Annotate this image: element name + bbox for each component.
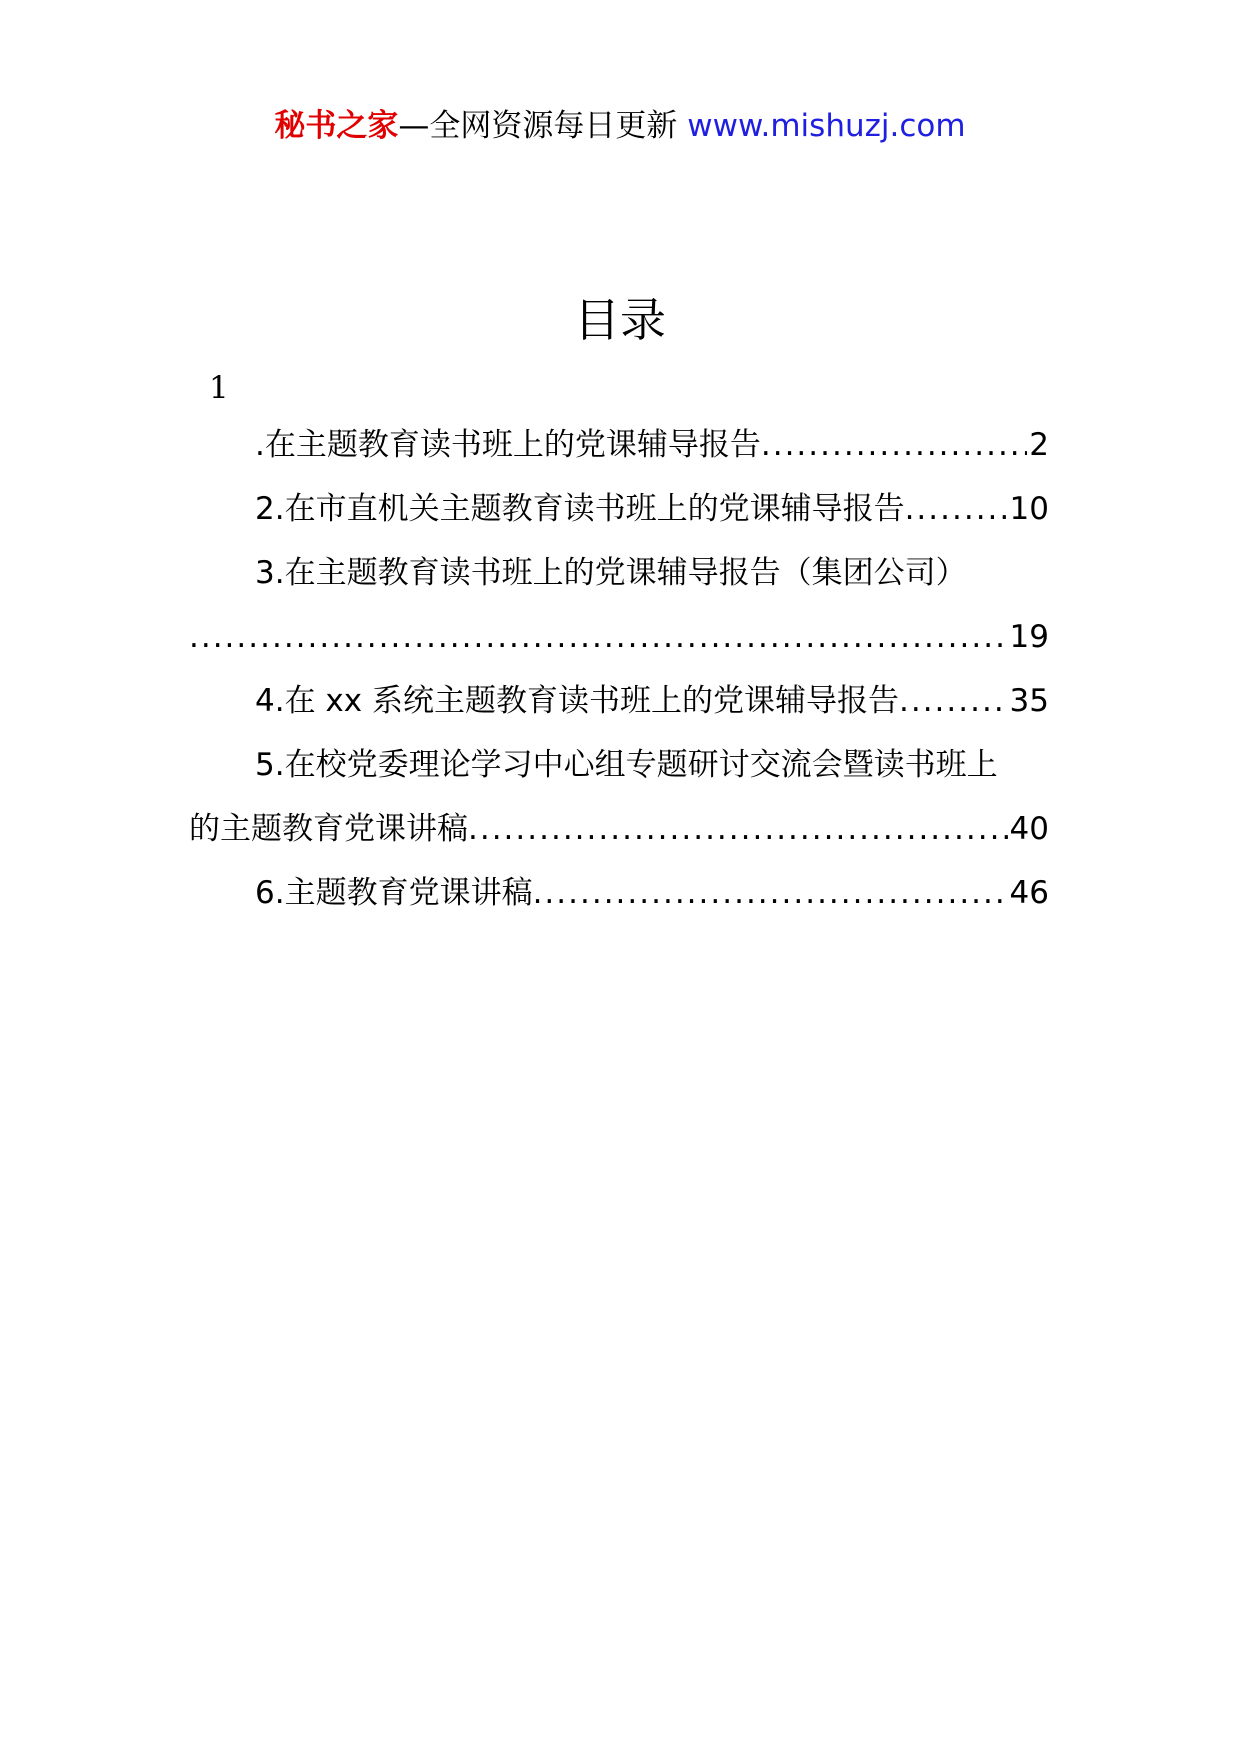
- toc-item-title: .在主题教育读书班上的党课辅导报告: [255, 427, 761, 463]
- toc-item-page: 10: [1009, 491, 1049, 527]
- site-header: [0, 104, 1240, 148]
- toc-item-page: 35: [1009, 683, 1049, 719]
- toc-item-page: 2: [1029, 427, 1049, 463]
- brand-name: 秘书之家: [274, 108, 399, 144]
- page-title: 目录: [574, 293, 666, 347]
- toc-item-page: 46: [1009, 875, 1049, 911]
- toc-leader-dots: [899, 676, 1008, 726]
- site-url-link[interactable]: www.mishuzj.com: [687, 108, 966, 144]
- toc-item-3[interactable]: [189, 548, 1049, 598]
- toc-leader-dots: [533, 868, 1008, 918]
- toc-item-title: 6.主题教育党课讲稿: [255, 875, 533, 911]
- toc-leader-dots: [905, 484, 1008, 534]
- toc-item-title-continuation: 的主题教育党课讲稿: [189, 811, 468, 847]
- toc-item-2[interactable]: [189, 484, 1049, 534]
- toc-item-page: 40: [1009, 811, 1049, 847]
- toc-item-5-continuation[interactable]: [189, 804, 1049, 854]
- toc-item-6[interactable]: [189, 868, 1049, 918]
- header-tagline: —全网资源每日更新: [398, 108, 678, 144]
- toc-item-1[interactable]: [189, 420, 1049, 470]
- toc-item-title: 3.在主题教育读书班上的党课辅导报告（集团公司）: [255, 555, 967, 591]
- toc-item-title: 4.在 xx 系统主题教育读书班上的党课辅导报告: [255, 683, 899, 719]
- toc-item-page: 19: [1009, 619, 1049, 655]
- toc-item-5[interactable]: [189, 740, 1049, 790]
- toc-leader-dots: [468, 804, 1008, 854]
- toc-item-title: 5.在校党委理论学习中心组专题研讨交流会暨读书班上: [255, 747, 998, 783]
- list-number-marker: 1: [209, 370, 229, 406]
- toc-item-title: 2.在市直机关主题教育读书班上的党课辅导报告: [255, 491, 905, 527]
- toc-leader-dots: [761, 420, 1027, 470]
- toc-leader-dots: [189, 612, 1008, 662]
- toc-item-4[interactable]: [189, 676, 1049, 726]
- toc-item-3-leader-line[interactable]: [189, 612, 1049, 662]
